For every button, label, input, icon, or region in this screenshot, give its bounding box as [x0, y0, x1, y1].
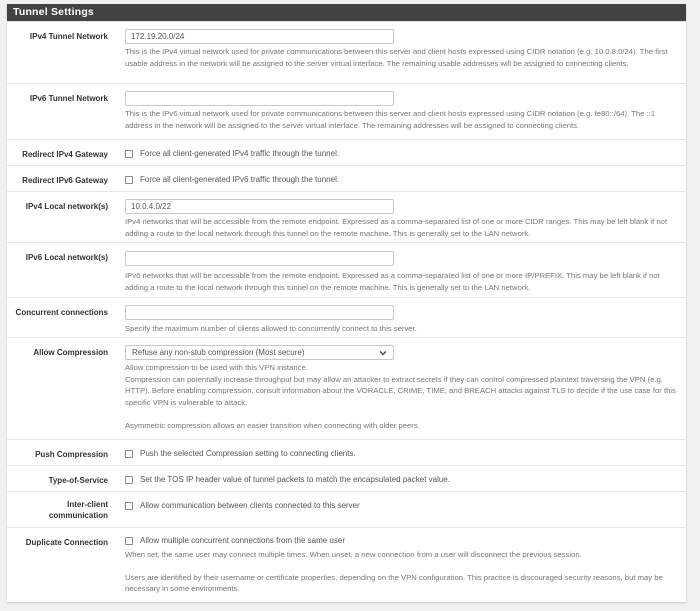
help-ipv6-local-networks: IPv6 networks that will be accessible from the remote endpoint. Expressed as a comma-separated list of one or more IP/PREFIX. This may be left blank if not adding a route to the local network through this tunnel on the remote machine. This is generally set to the LAN network.	[125, 271, 660, 292]
duplicate-connection-checkbox[interactable]	[125, 537, 133, 545]
redirect-ipv6-gateway-option[interactable]	[125, 174, 678, 186]
type-of-service-text: Set the TOS IP header value of tunnel packets to match the encapsulated packet value.	[140, 475, 450, 484]
inter-client-communication-checkbox[interactable]	[125, 502, 133, 510]
help-allow-compression	[125, 362, 678, 431]
redirect-ipv4-gateway-option[interactable]	[125, 148, 678, 160]
help-ipv6-tunnel-network: This is the IPv6 virtual network used for private communications between this server and client hosts expressed using CIDR notation (e.g. fe80::/64). The ::1 address in the network will be assigned to the server virtual interface. The remaining addresses will be assigned to connecting clients.	[125, 109, 656, 130]
redirect-ipv6-gateway-checkbox[interactable]	[125, 176, 133, 184]
label-allow-compression: Allow Compression	[33, 348, 108, 357]
type-of-service-checkbox[interactable]	[125, 476, 133, 484]
row-concurrent-connections	[7, 297, 686, 337]
label-redirect-ipv6-gateway: Redirect IPv6 Gateway	[22, 176, 108, 185]
row-ipv4-tunnel-network	[7, 21, 686, 83]
ipv6-tunnel-network-input[interactable]	[125, 91, 394, 106]
row-inter-client-communication	[7, 491, 686, 527]
ipv4-local-networks-input[interactable]	[125, 199, 394, 214]
row-ipv6-local-networks	[7, 242, 686, 297]
type-of-service-option[interactable]	[125, 474, 678, 486]
row-duplicate-connection	[7, 527, 686, 602]
push-compression-checkbox[interactable]	[125, 450, 133, 458]
push-compression-option[interactable]	[125, 448, 678, 460]
allow-compression-select[interactable]	[125, 345, 394, 360]
label-ipv6-tunnel-network: IPv6 Tunnel Network	[29, 94, 108, 103]
row-redirect-ipv4-gateway	[7, 139, 686, 165]
concurrent-connections-input[interactable]	[125, 305, 394, 320]
allow-compression-selected: Refuse any non-stub compression (Most secure)	[132, 347, 305, 357]
inter-client-communication-option[interactable]	[125, 500, 678, 512]
row-ipv4-local-networks	[7, 191, 686, 242]
help-compression-line2: Compression can potentially increase throughput but may allow an attacker to extract secrets if they can control compressed plaintext traversing the VPN (e.g. HTTP). Before enabling compression, consult information about the VORACLE, CRIME, TIME, and BREACH attacks against TLS to decide if the use case for this specific VPN is vulnerable to attack.	[125, 374, 676, 407]
ipv4-tunnel-network-input[interactable]	[125, 29, 394, 44]
label-ipv4-tunnel-network: IPv4 Tunnel Network	[29, 32, 108, 41]
help-duplicate-connection	[125, 549, 678, 595]
help-ipv4-local-networks: IPv4 networks that will be accessible from the remote endpoint. Expressed as a comma-separated list of one or more CIDR ranges. This may be left blank if not adding a route to the local network through this tunnel on the remote machine. This is generally set to the LAN network.	[125, 217, 668, 238]
duplicate-connection-text: Allow multiple concurrent connections from the same user	[140, 536, 345, 545]
help-duplicate-line2: Users are identified by their username or certificate properties, depending on the VPN configuration. This practice is discouraged security reasons, but may be necessary in some environments.	[125, 572, 663, 593]
label-type-of-service: Type-of-Service	[48, 476, 108, 485]
help-compression-line1: Allow compression to be used with this VPN instance.	[125, 363, 308, 372]
duplicate-connection-option[interactable]	[125, 535, 678, 547]
label-inter-client-communication: Inter-client communication	[48, 500, 108, 520]
help-duplicate-line1: When set, the same user may connect multiple times. When unset, a new connection from a user will disconnect the previous session.	[125, 549, 582, 559]
inter-client-communication-text: Allow communication between clients connected to this server	[140, 501, 360, 510]
row-push-compression	[7, 439, 686, 465]
redirect-ipv6-gateway-text: Force all client-generated IPv6 traffic through the tunnel.	[140, 175, 340, 184]
row-allow-compression	[7, 337, 686, 439]
tunnel-settings-panel	[7, 4, 686, 602]
label-concurrent-connections: Concurrent connections	[15, 308, 108, 317]
label-push-compression: Push Compression	[35, 450, 108, 459]
row-type-of-service	[7, 465, 686, 491]
chevron-down-icon	[379, 349, 387, 357]
help-compression-line3: Asymmetric compression allows an easier transition when connecting with older peers.	[125, 420, 420, 430]
help-concurrent-connections: Specify the maximum number of clients allowed to concurrently connect to this server.	[125, 324, 417, 333]
label-redirect-ipv4-gateway: Redirect IPv4 Gateway	[22, 150, 108, 159]
redirect-ipv4-gateway-checkbox[interactable]	[125, 150, 133, 158]
label-duplicate-connection: Duplicate Connection	[25, 538, 108, 547]
row-redirect-ipv6-gateway	[7, 165, 686, 191]
panel-title: Tunnel Settings	[7, 4, 686, 21]
label-ipv6-local-networks: IPv6 Local network(s)	[25, 253, 108, 262]
push-compression-text: Push the selected Compression setting to connecting clients.	[140, 449, 356, 458]
row-ipv6-tunnel-network	[7, 83, 686, 139]
label-ipv4-local-networks: IPv4 Local network(s)	[25, 202, 108, 211]
ipv6-local-networks-input[interactable]	[125, 251, 394, 266]
redirect-ipv4-gateway-text: Force all client-generated IPv4 traffic through the tunnel.	[140, 149, 340, 158]
help-ipv4-tunnel-network: This is the IPv4 virtual network used for private communications between this server and client hosts expressed using CIDR notation (e.g. 10.0.8.0/24). The first usable address in the network will be assigned to the server virtual interface. The remaining usable addresses will be assigned to connecting clients.	[125, 47, 668, 68]
